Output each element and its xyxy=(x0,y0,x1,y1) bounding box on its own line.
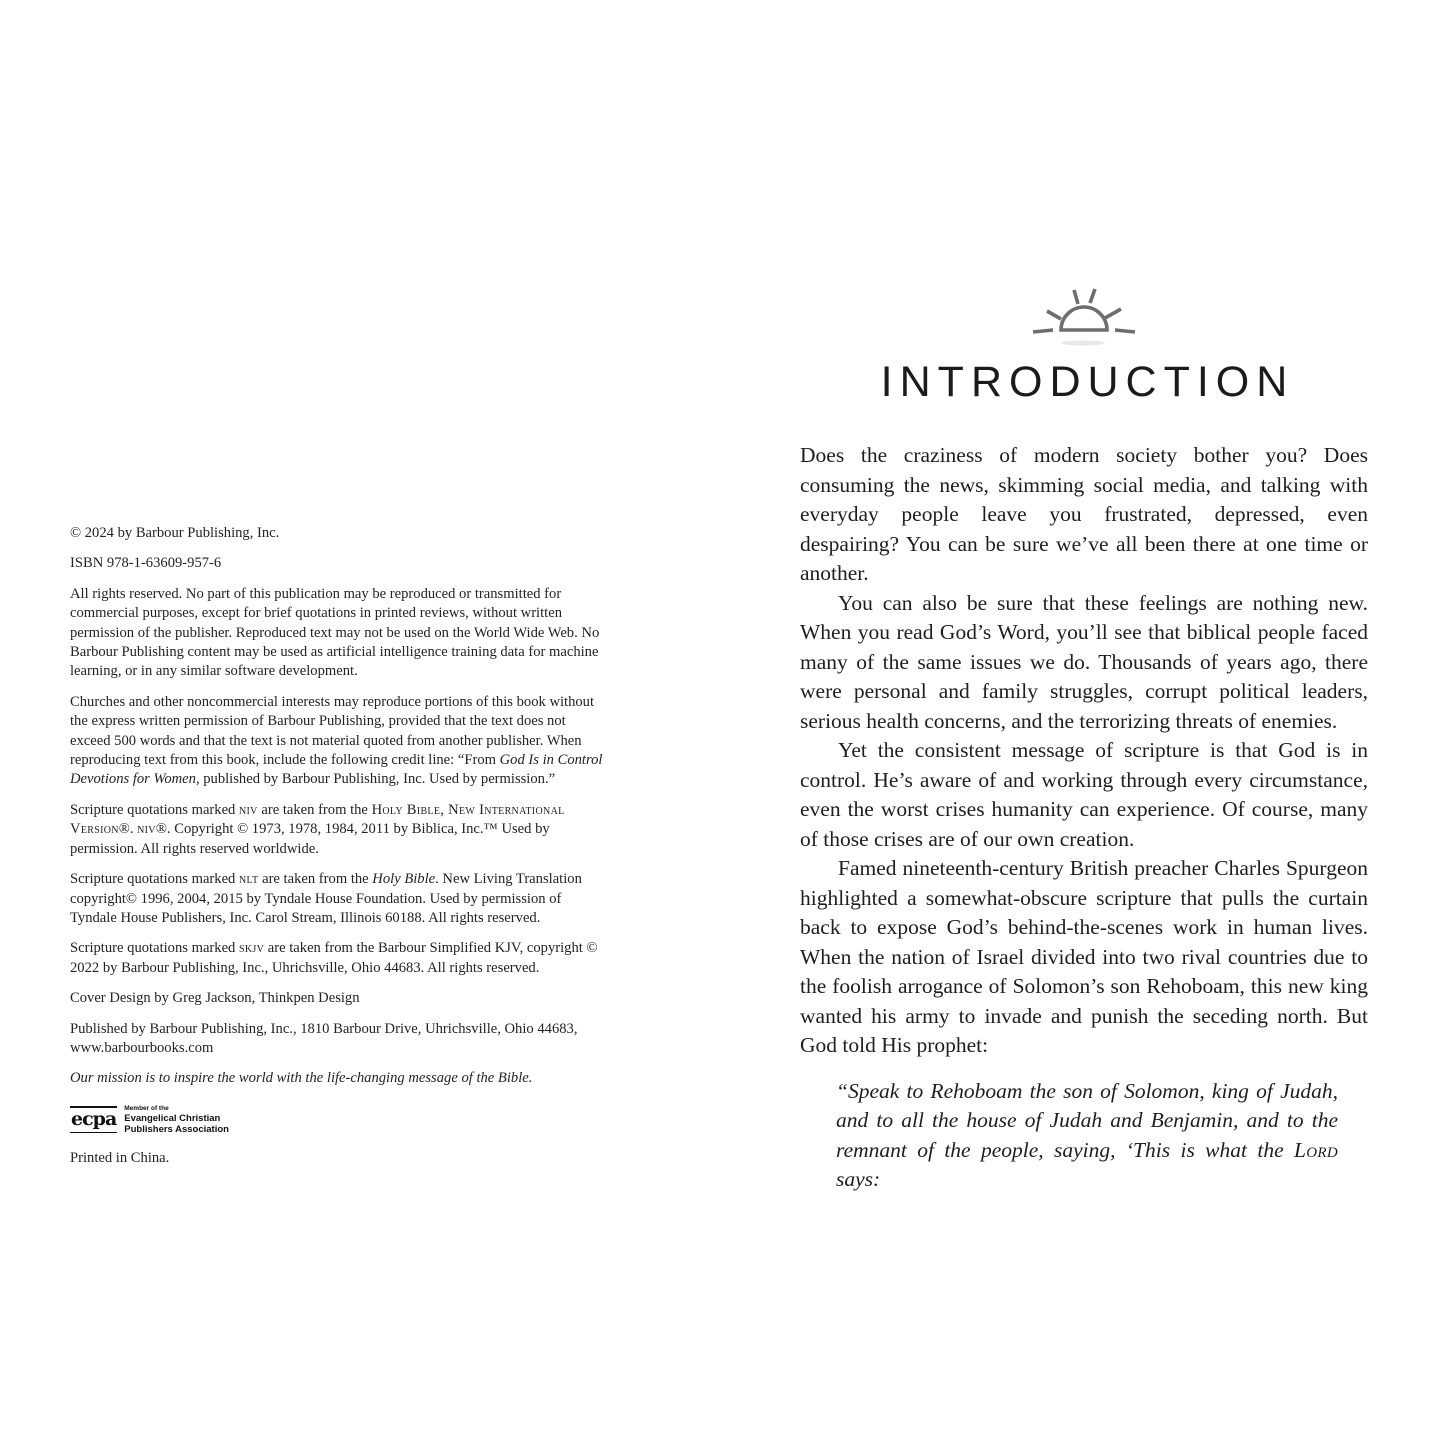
ecpa-logo xyxy=(70,1105,607,1135)
text-segment: Does the craziness of modern society bother you? Does consuming the news, skimming social media, and talking with everyday people leave you frustrated, depressed, even despairing? You can be sure we’ve all been there at one time or another. xyxy=(800,443,1368,586)
scripture-quote xyxy=(836,1077,1338,1195)
text-segment: Scripture quotations marked xyxy=(70,871,240,888)
text-segment: Churches and other noncommercial interests may reproduce portions of this book without the express written permission of Barbour Publishing, provided that the text does not exceed 500 words and that the text is not material quoted from another publisher. When reproducing text from this book, include the following credit line: “From xyxy=(70,693,595,769)
ecpa-logo-icon: ecpa xyxy=(70,1106,117,1133)
text-segment: are taken from the xyxy=(258,871,373,888)
text-segment: Yet the consistent message of scripture is that God is in control. He’s aware of and working through every circumstance, even the worst crises humanity can experience. Of course, many of those crises are of our own creation. xyxy=(800,738,1368,851)
text-segment: “Speak to Rehoboam the son of Solomon, king of Judah, and to all the house of Judah and Benjamin, and to the remnant of the people, saying, ‘This is what the xyxy=(836,1078,1338,1162)
text-segment: skjv xyxy=(239,940,265,957)
mission-statement xyxy=(70,1069,607,1088)
text-segment: are taken from the xyxy=(257,801,372,818)
text-segment: Our mission is to inspire the world with the life-changing message of the Bible. xyxy=(70,1070,533,1087)
text-segment: Cover Design by Greg Jackson, Thinkpen Design xyxy=(70,990,360,1007)
text-segment: . New Living Translation copyright© 1996, 2004, 2015 by Tyndale House Foundation. Used by permission of Tyndale House Publishers, Inc. Carol Stream, Illinois 60188. All rights reserved. xyxy=(70,871,582,926)
introduction-body xyxy=(800,441,1368,1195)
isbn-line xyxy=(70,554,607,573)
cover-design-line xyxy=(70,989,607,1008)
text-segment: are taken from the Barbour Simplified KJV, copyright © 2022 by Barbour Publishing, Inc., Uhrichsville, Ohio 44683. All rights reserved. xyxy=(70,940,598,976)
copyright-page xyxy=(70,524,607,1168)
niv-credit-paragraph xyxy=(70,801,607,859)
text-segment: Scripture quotations marked xyxy=(70,940,240,957)
rights-paragraph xyxy=(70,585,607,682)
publisher-address-line xyxy=(70,1020,607,1059)
text-segment: ®. Copyright © 1973, 1978, 1984, 2011 by Biblica, Inc.™ Used by permission. All rights reserved worldwide. xyxy=(70,821,550,857)
text-segment: niv xyxy=(239,801,258,818)
skjv-credit-paragraph xyxy=(70,939,607,978)
text-segment: Lord xyxy=(1294,1137,1338,1162)
text-segment: All rights reserved. No part of this publication may be reproduced or transmitted for commercial purposes, except for brief quotations in printed reviews, without written permission of the publisher. Reproduced text may not be used on the World Wide Web. No Barbour Publishing content may be used as artificial intelligence training data for machine learning, or in any similar software development. xyxy=(70,585,600,680)
intro-paragraph-4 xyxy=(800,854,1368,1061)
introduction-page xyxy=(800,283,1368,1195)
sunrise-icon xyxy=(800,283,1368,347)
intro-paragraph-1 xyxy=(800,441,1368,589)
text-segment: says: xyxy=(836,1167,881,1192)
text-segment: ®. xyxy=(118,821,138,838)
text-segment: ISBN 978-1-63609-957-6 xyxy=(70,555,222,572)
text-segment: Famed nineteenth-century British preacher Charles Spurgeon highlighted a somewhat-obscure scripture that pulls the curtain back to expose God’s behind-the-scenes work in human lives. When the nation of Israel divided into two rival countries due to the foolish arrogance of Solomon’s son Rehoboam, this new king wanted his army to invade and punish the seceding north. But God told His prophet: xyxy=(800,856,1368,1058)
text-segment: You can also be sure that these feelings are nothing new. When you read God’s Word, you’ll see that biblical people faced many of the same issues we do. Thousands of years ago, there were personal and family struggles, corrupt political leaders, serious health concerns, and the terrorizing threats of enemies. xyxy=(800,590,1368,733)
colophon-block xyxy=(70,524,607,1089)
intro-paragraph-2 xyxy=(800,589,1368,737)
ecpa-member-of-label: Member of the xyxy=(124,1104,169,1112)
churches-paragraph xyxy=(70,693,607,790)
nlt-credit-paragraph xyxy=(70,870,607,928)
intro-paragraph-3 xyxy=(800,736,1368,854)
chapter-title: INTRODUCTION xyxy=(880,358,1295,406)
text-segment: nlt xyxy=(239,871,259,888)
copyright-line xyxy=(70,524,607,543)
text-segment: , published by Barbour Publishing, Inc. Used by permission.” xyxy=(195,771,556,788)
text-segment: niv xyxy=(137,821,156,838)
text-segment: Holy Bible xyxy=(372,871,436,888)
text-segment: Published by Barbour Publishing, Inc., 1810 Barbour Drive, Uhrichsville, Ohio 44683, www.barbourbooks.com xyxy=(70,1020,578,1056)
ecpa-line-1: Evangelical Christian xyxy=(124,1112,221,1124)
text-segment: Scripture quotations marked xyxy=(70,801,240,818)
ecpa-line-2: Publishers Association xyxy=(124,1123,229,1135)
text-segment: © 2024 by Barbour Publishing, Inc. xyxy=(70,525,280,541)
text-segment: God Is in Control Devotions for Women xyxy=(70,752,603,788)
printed-in-china-line: Printed in China. xyxy=(70,1149,170,1166)
text-segment: Holy Bible, New International Version xyxy=(70,801,565,838)
ecpa-logo-text xyxy=(124,1105,229,1135)
